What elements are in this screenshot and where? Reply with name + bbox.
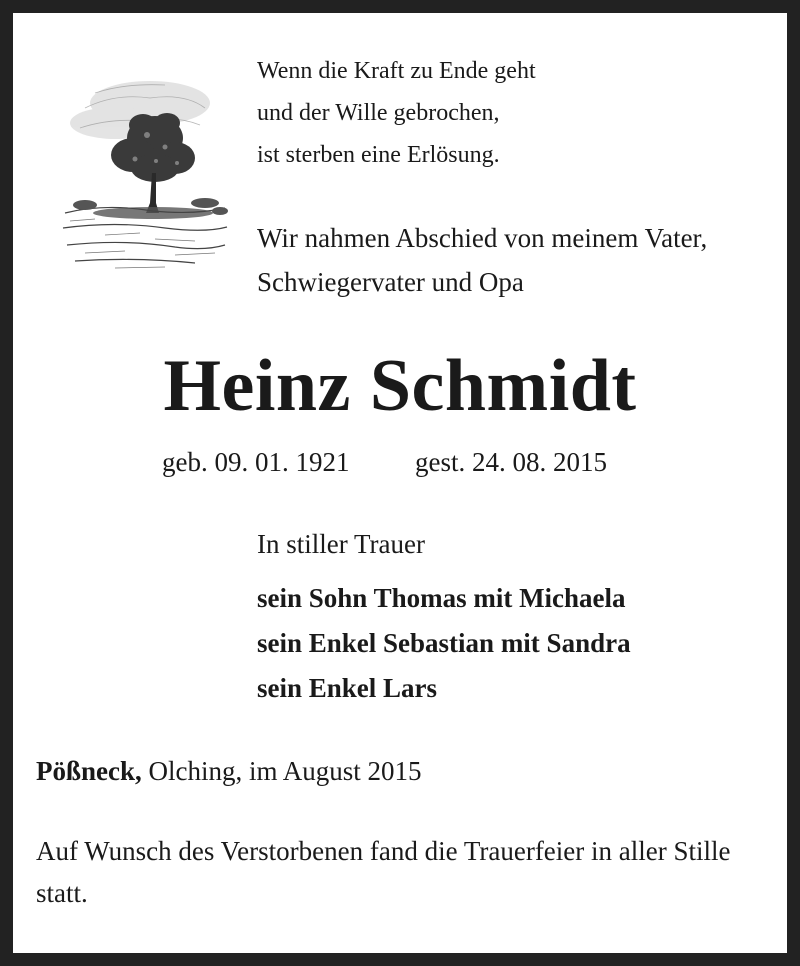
ceremony-note: Auf Wunsch des Verstorbenen fand die Trauerfeier in aller Stille statt. [36,836,731,908]
tree-landscape-icon [55,63,233,273]
poem-line: Wenn die Kraft zu Ende geht [257,58,536,84]
place-rest: Olching, im August 2015 [141,756,422,786]
mourning-heading: In stiller Trauer [257,529,425,559]
family-member: sein Enkel Sebastian mit Sandra [257,628,631,658]
birth-date: geb. 09. 01. 1921 [162,447,350,477]
poem-line: ist sterben eine Erlösung. [257,142,500,168]
family-member: sein Sohn Thomas mit Michaela [257,583,626,613]
place-primary: Pößneck, [36,756,142,786]
family-member: sein Enkel Lars [257,673,438,703]
poem-line: und der Wille gebrochen, [257,100,500,126]
place-date [36,758,422,785]
intro-line: Schwiegervater und Opa [257,267,524,297]
deceased-name: Heinz Schmidt [163,345,637,427]
intro-line: Wir nahmen Abschied von meinem Vater, [257,223,708,253]
death-date: gest. 24. 08. 2015 [415,447,607,477]
